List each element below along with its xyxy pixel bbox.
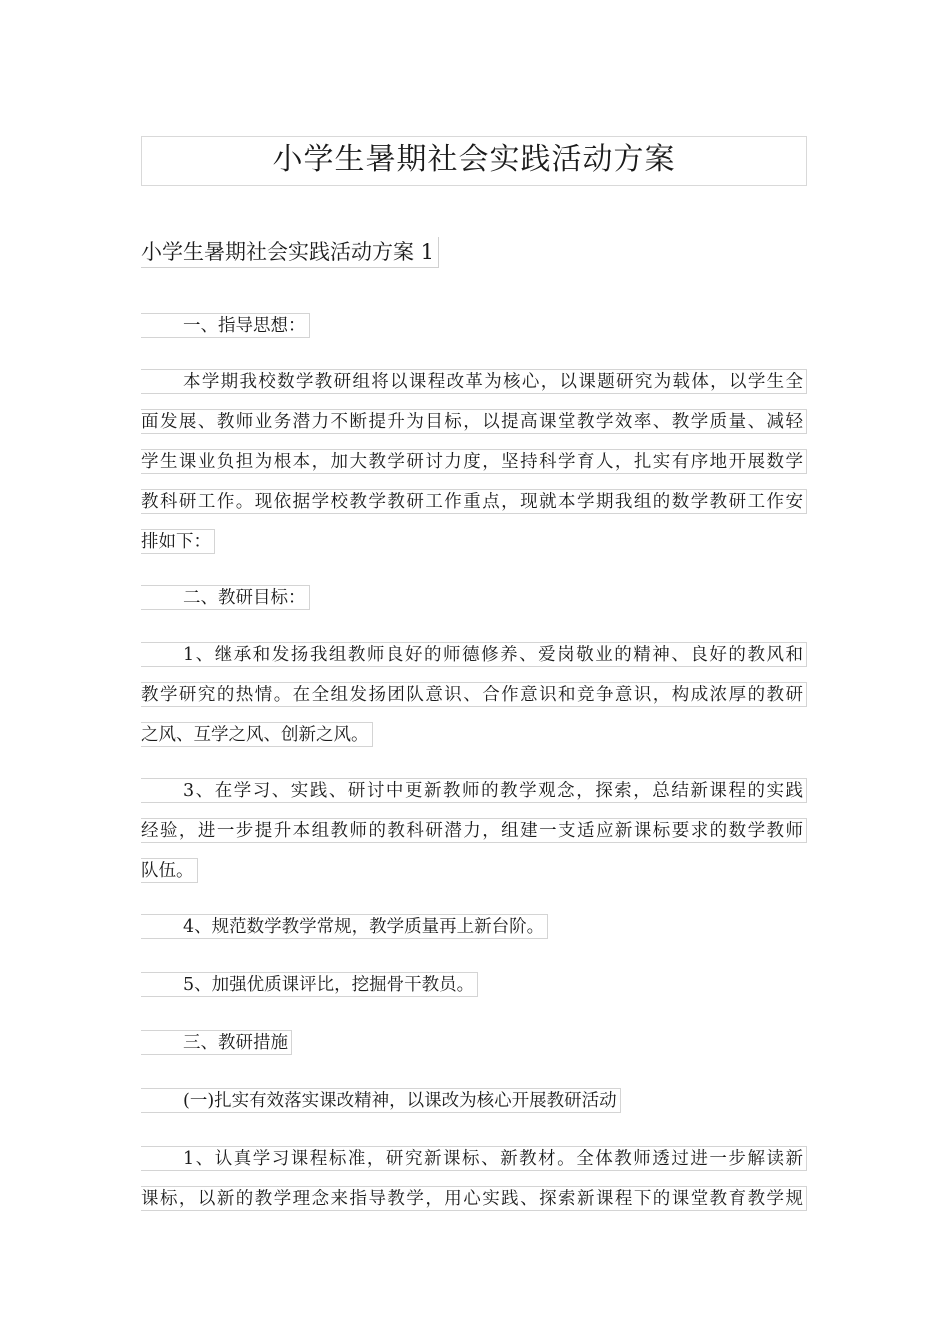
heading-research-goals: 二、教研目标： <box>141 585 310 610</box>
paragraph-line: 面发展、教师业务潜力不断提升为目标，以提高课堂教学效率、教学质量、减轻 <box>141 409 807 434</box>
paragraph-line: 教学研究的热情。在全组发扬团队意识、合作意识和竞争意识，构成浓厚的教研 <box>141 682 807 707</box>
paragraph-line: 教科研工作。现依据学校教学教研工作重点，现就本学期我组的数学教研工作安 <box>141 489 807 514</box>
document-title: 小学生暑期社会实践活动方案 <box>141 136 807 186</box>
paragraph-line: 之风、互学之风、创新之风。 <box>141 722 373 747</box>
section-title: 小学生暑期社会实践活动方案 1 <box>141 237 439 268</box>
paragraph-line: 学生课业负担为根本，加大教学研讨力度，坚持科学育人，扎实有序地开展数学 <box>141 449 807 474</box>
paragraph-line: 本学期我校数学教研组将以课程改革为核心，以课题研究为载体，以学生全 <box>141 369 807 394</box>
heading-guiding-ideology: 一、指导思想： <box>141 313 310 338</box>
paragraph-line: 排如下： <box>141 529 215 554</box>
paragraph-line: 5、加强优质课评比，挖掘骨干教员。 <box>141 972 478 997</box>
paragraph-line: 1、继承和发扬我组教师良好的师德修养、爱岗敬业的精神、良好的教风和 <box>141 642 807 667</box>
paragraph-line: 队伍。 <box>141 858 198 883</box>
subheading-line: (一)扎实有效落实课改精神，以课改为核心开展教研活动 <box>141 1088 621 1113</box>
paragraph-line: 1、认真学习课程标准，研究新课标、新教材。全体教师透过进一步解读新 <box>141 1146 807 1171</box>
paragraph-line: 3、在学习、实践、研讨中更新教师的教学观念，探索，总结新课程的实践 <box>141 778 807 803</box>
paragraph-line: 课标，以新的教学理念来指导教学，用心实践、探索新课程下的课堂教育教学规 <box>141 1186 807 1211</box>
paragraph-line: 经验，进一步提升本组教师的教科研潜力，组建一支适应新课标要求的数学教师 <box>141 818 807 843</box>
paragraph-line: 4、规范数学教学常规，教学质量再上新台阶。 <box>141 914 548 939</box>
heading-research-measures: 三、教研措施 <box>141 1030 292 1055</box>
